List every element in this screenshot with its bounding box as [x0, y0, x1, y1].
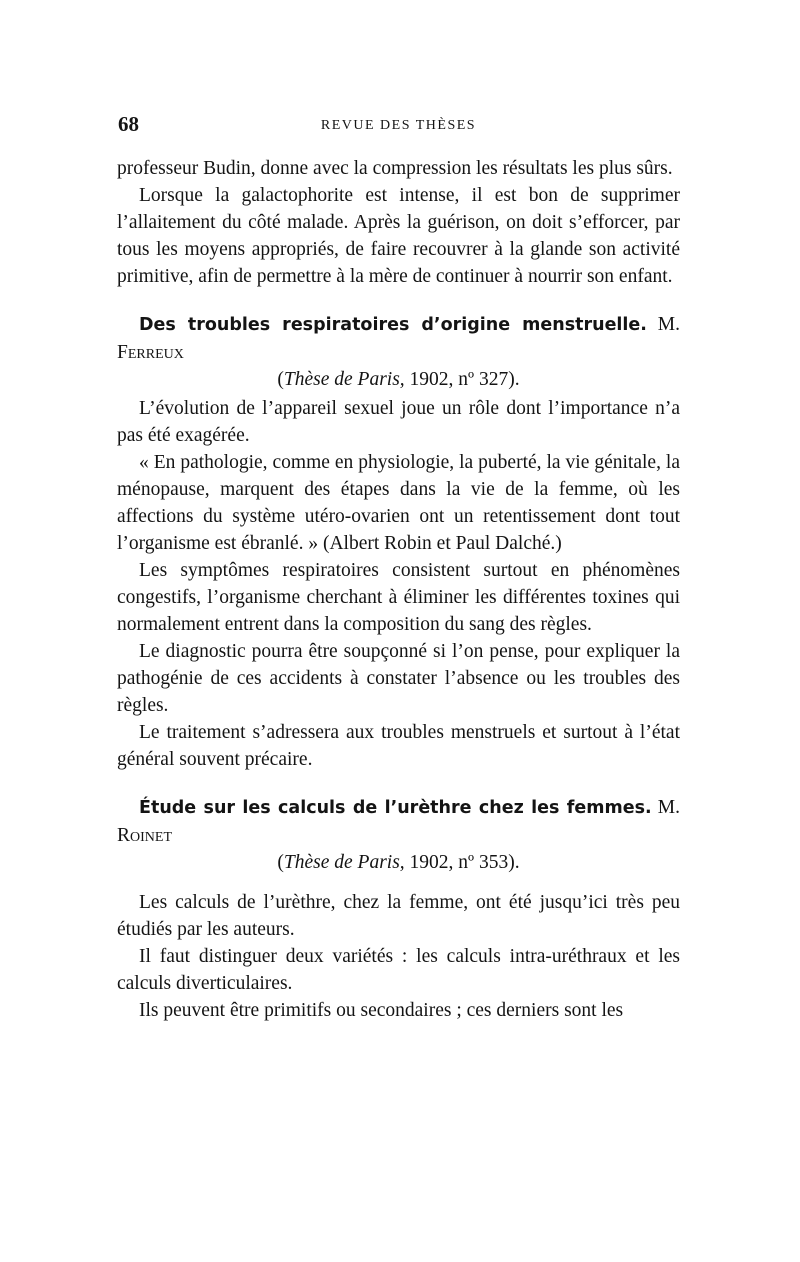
paragraph: Les symptômes respiratoires consistent surtout en phénomènes congestifs, l’organisme cherchant à éliminer les différentes toxines qui normalement entrent dans la composition du sang des règles.: [117, 560, 680, 635]
citation-details: 1902, nº 327).: [409, 369, 520, 390]
article-heading: [117, 311, 680, 366]
thesis-citation: (Thèse de Paris, 1902, nº 353).: [277, 852, 520, 873]
paragraph: « En pathologie, comme en physiologie, la puberté, la vie génitale, la ménopause, marquent des étapes dans la vie de la femme, où les affections du système utéro-ovarien ont un retentissement dont tout l’organisme est ébranlé. » (Albert Robin et Paul Dalché.): [117, 452, 680, 554]
author-name: Ferreux: [117, 342, 184, 363]
paragraph: Ils peuvent être primitifs ou secondaires ; ces derniers sont les: [139, 1000, 624, 1021]
thesis-citation: (Thèse de Paris, 1902, nº 327).: [277, 369, 520, 390]
paragraph: Lorsque la galactophorite est intense, il est bon de supprimer l’allaitement du côté malade. Après la guérison, on doit s’efforcer, par tous les moyens appropriés, de faire recouvrer à la glande son activité primitive, afin de permettre à la mère de continuer à nourrir son enfant.: [117, 185, 680, 287]
author-name: Roinet: [117, 825, 172, 846]
paragraph: L’évolution de l’appareil sexuel joue un rôle dont l’importance n’a pas été exagérée.: [117, 398, 680, 446]
page-header: [117, 112, 680, 142]
page-number: 68: [118, 112, 139, 136]
paragraph: Le traitement s’adressera aux troubles menstruels et surtout à l’état général souvent précaire.: [117, 722, 680, 770]
article-heading: [117, 794, 680, 849]
paragraph: Il faut distinguer deux variétés : les calculs intra-uréthraux et les calculs diverticulaires.: [117, 946, 680, 994]
paragraph: Les calculs de l’urèthre, chez la femme, ont été jusqu’ici très peu étudiés par les auteurs.: [117, 892, 680, 940]
author-prefix: M.: [657, 314, 680, 335]
paragraph: Le diagnostic pourra être soupçonné si l’on pense, pour expliquer la pathogénie de ces accidents à constater l’absence ou les troubles des règles.: [117, 641, 680, 716]
author-prefix: M.: [657, 797, 680, 818]
article-title: Des troubles respiratoires d’origine menstruelle.: [139, 315, 647, 335]
citation-details: 1902, nº 353).: [409, 852, 520, 873]
running-head: REVUE DES THÈSES: [320, 118, 477, 133]
paragraph: professeur Budin, donne avec la compression les résultats les plus sûrs.: [117, 158, 673, 179]
body-text: [117, 155, 680, 1024]
article-title: Étude sur les calculs de l’urèthre chez les femmes.: [139, 798, 652, 818]
citation-title: Thèse de Paris,: [283, 369, 405, 390]
page: [117, 112, 680, 1024]
citation-title: Thèse de Paris,: [283, 852, 405, 873]
